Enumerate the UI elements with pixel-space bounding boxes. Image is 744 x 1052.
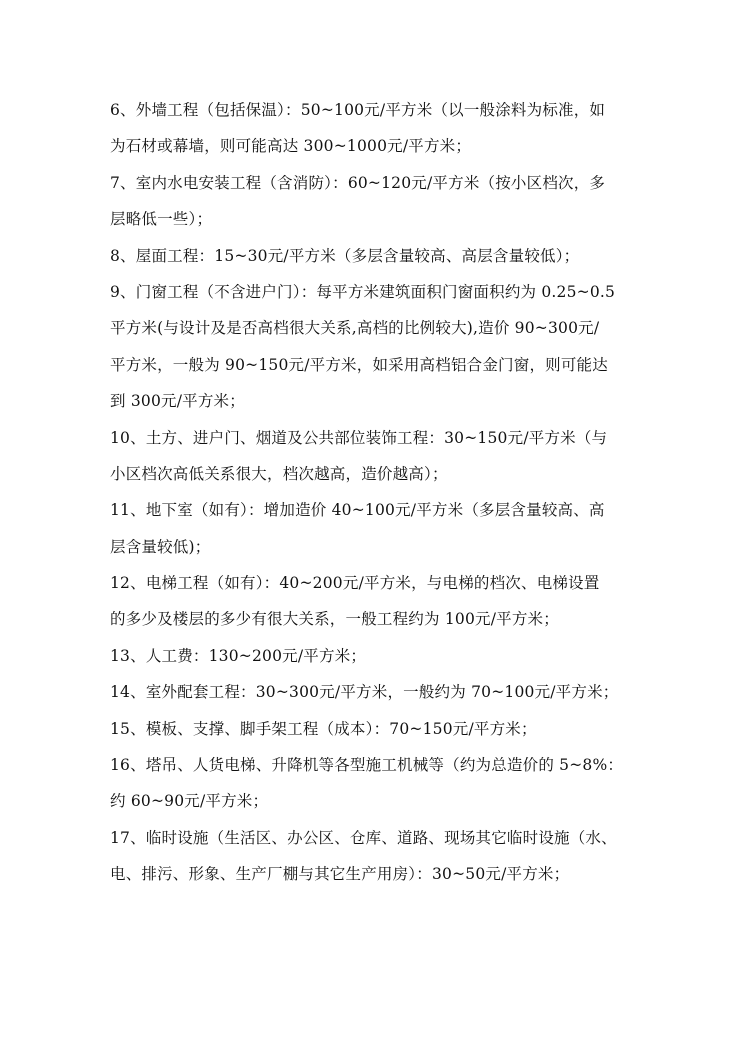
text-line: 层含量较低)； [110, 537, 211, 556]
text-line: 6、外墙工程（包括保温）：50~100元/平方米（以一般涂料为标准，如 [110, 101, 606, 119]
text-line: 到 300元/平方米； [110, 392, 245, 411]
text-line: 的多少及楼层的多少有很大关系，一般工程约为 100元/平方米； [110, 610, 559, 629]
text-line: 13、人工费：130~200元/平方米； [110, 646, 367, 665]
text-line: 11、地下室（如有）：增加造价 40~100元/平方米（多层含量较高、高 [110, 501, 605, 520]
text-line: 电、排污、形象、生产厂棚与其它生产用房）：30~50元/平方米； [110, 865, 570, 884]
text-line: 16、塔吊、人货电梯、升降机等各型施工机械等（约为总造价的 5~8%： [110, 756, 624, 775]
text-line: 8、屋面工程：15~30元/平方米（多层含量较高、高层含量较低）； [110, 246, 580, 265]
text-line: 层略低一些）； [110, 210, 213, 229]
text-line: 10、土方、进户门、烟道及公共部位装饰工程：30~150元/平方米（与 [110, 428, 608, 447]
text-line: 15、模板、支撑、脚手架工程（成本）：70~150元/平方米； [110, 719, 537, 738]
text-line: 平方米(与设计及是否高档很大关系,高档的比例较大),造价 90~300元/ [110, 319, 600, 338]
text-line: 12、电梯工程（如有）：40~200元/平方米，与电梯的档次、电梯设置 [110, 574, 600, 593]
text-line: 14、室外配套工程：30~300元/平方米，一般约为 70~100元/平方米； [110, 683, 619, 702]
document-body [110, 92, 640, 893]
text-line: 小区档次高低关系很大，档次越高，造价越高）； [110, 464, 448, 483]
text-line: 7、室内水电安装工程（含消防）：60~120元/平方米（按小区档次，多 [110, 173, 606, 192]
text-line: 为石材或幕墙，则可能高达 300~1000元/平方米； [110, 137, 472, 156]
text-line: 9、门窗工程（不含进户门）：每平方米建筑面积门窗面积约为 0.25~0.5 [110, 282, 616, 301]
text-line: 约 60~90元/平方米； [110, 792, 269, 811]
text-line: 17、临时设施（生活区、办公区、仓库、道路、现场其它临时设施（水、 [110, 828, 617, 847]
text-line: 平方米，一般为 90~150元/平方米，如采用高档铝合金门窗，则可能达 [110, 355, 608, 374]
